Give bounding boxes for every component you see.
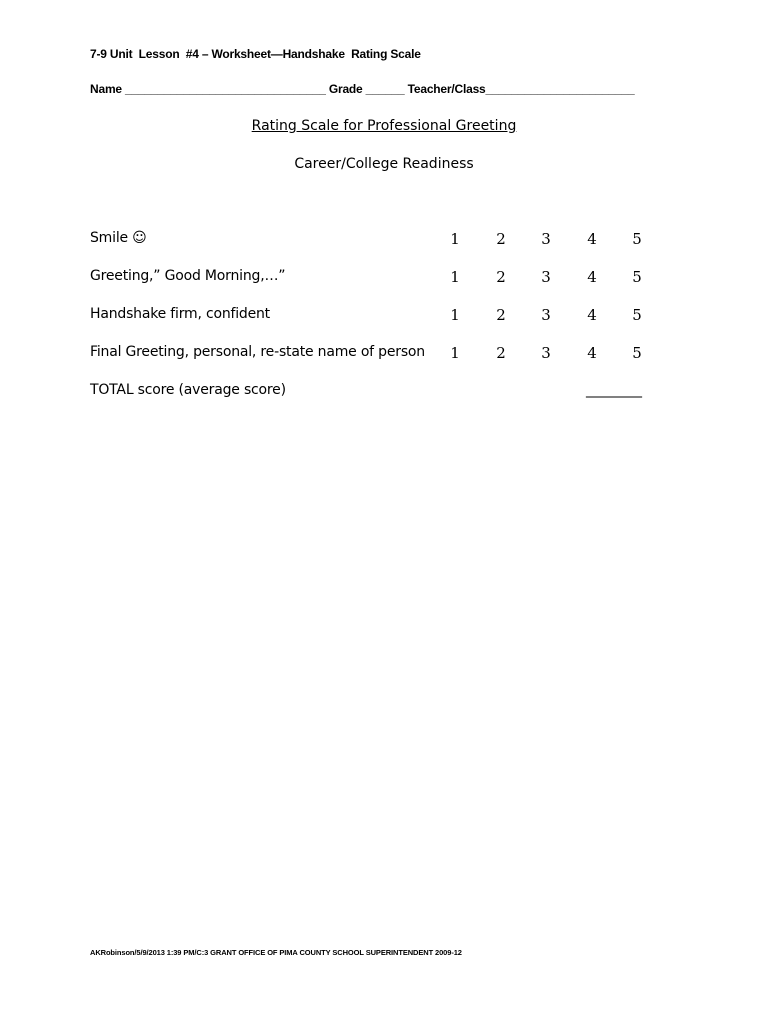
score-2: 2 xyxy=(496,344,506,362)
score-1: 1 xyxy=(450,306,460,324)
score-1: 1 xyxy=(450,230,460,248)
career-readiness-subtitle: Career/College Readiness xyxy=(294,156,474,172)
score-3: 3 xyxy=(541,230,551,248)
score-2: 2 xyxy=(496,268,506,286)
score-1: 1 xyxy=(450,268,460,286)
criterion-label: Handshake firm, confident xyxy=(90,306,270,322)
document-footer: AKRobinson/5/9/2013 1:39 PM/C:3 GRANT OFFICE OF PIMA COUNTY SCHOOL SUPERINTENDENT 2009-12 xyxy=(90,948,462,957)
total-score-blank: ________ xyxy=(586,382,642,398)
score-5: 5 xyxy=(632,268,642,286)
score-3: 3 xyxy=(541,306,551,324)
student-info-fields: Name _______________________________ Grade ______ Teacher/Class_______________________ xyxy=(90,82,635,96)
worksheet-title: 7-9 Unit Lesson #4 – Worksheet—Handshake Rating Scale xyxy=(90,47,421,61)
score-1: 1 xyxy=(450,344,460,362)
score-4: 4 xyxy=(587,268,597,286)
score-5: 5 xyxy=(632,344,642,362)
criterion-label: Greeting,” Good Morning,…” xyxy=(90,268,286,284)
score-3: 3 xyxy=(541,344,551,362)
rating-scale-title: Rating Scale for Professional Greeting xyxy=(251,118,517,134)
score-4: 4 xyxy=(587,230,597,248)
criterion-label: Final Greeting, personal, re-state name of person xyxy=(90,344,425,360)
score-5: 5 xyxy=(632,230,642,248)
total-score-label: TOTAL score (average score) xyxy=(90,382,286,398)
score-3: 3 xyxy=(541,268,551,286)
score-4: 4 xyxy=(587,344,597,362)
score-5: 5 xyxy=(632,306,642,324)
score-2: 2 xyxy=(496,306,506,324)
score-4: 4 xyxy=(587,306,597,324)
score-2: 2 xyxy=(496,230,506,248)
criterion-label: Smile ☺ xyxy=(90,230,147,246)
